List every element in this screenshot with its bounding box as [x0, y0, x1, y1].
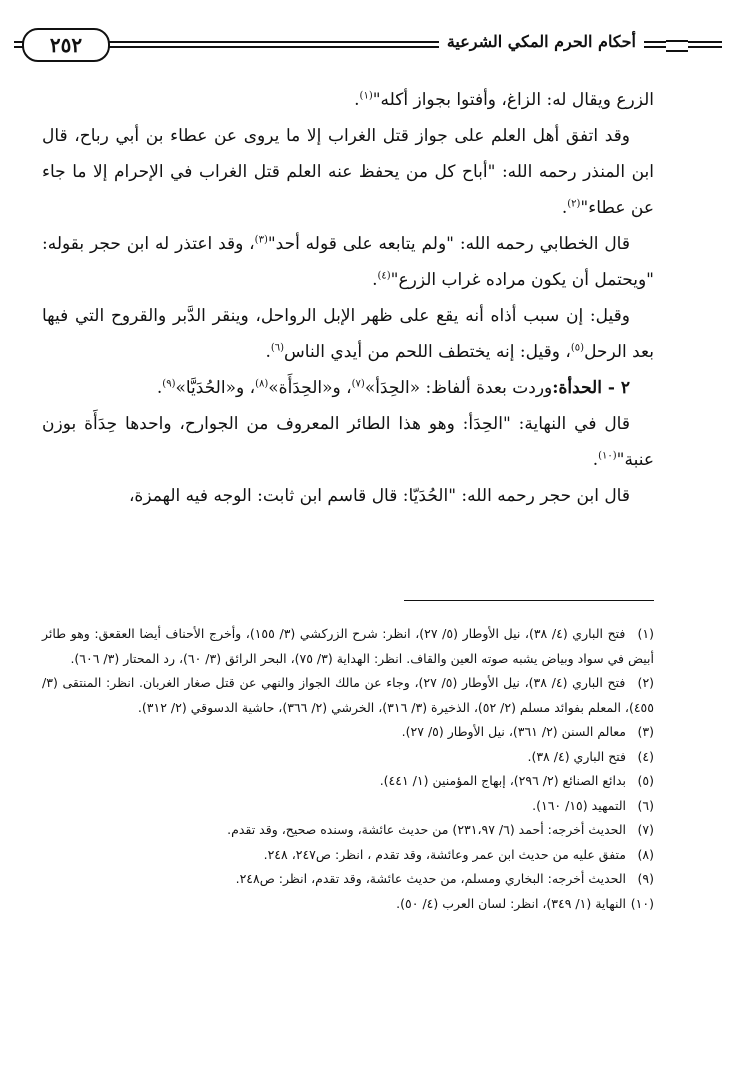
footnote-text: معالم السنن (٢/ ٣٦١)، نيل الأوطار (٥/ ٢٧). — [401, 724, 627, 739]
paragraph-6: قال في النهاية: "الحِدَأ: وهو هذا الطائر المعروف من الجوارح، واحدها حِدَأَة بوزن عنبة"$^{(١٠)}$. — [42, 414, 654, 470]
footnote — [42, 671, 654, 720]
paragraph-7 — [42, 478, 654, 514]
footnote-number: (٩) — [637, 871, 654, 886]
footnote — [42, 843, 654, 868]
footnote-number: (٢) — [637, 675, 655, 690]
footnote — [42, 867, 654, 892]
footnote-ref-2: (٢) — [567, 198, 581, 210]
paragraph-5-mid: ، و«الحِدَأَة» — [268, 378, 352, 398]
footnote-ref-9: (٩) — [162, 378, 176, 390]
paragraph-4-text-b: ، وقيل: إنه يختطف اللحم من أيدي الناس — [284, 342, 571, 362]
paragraph-2: وقد اتفق أهل العلم على جواز قتل الغراب إلا ما يروى عن عطاء بن أبي رباح، قال ابن المنذر رحمه الله: "أباح كل من يحفظ عنه العلم قتل الغراب في الإحرام إلا ما جاء عن عطاء"$^{(٢)}$. — [42, 126, 654, 218]
footnote-ref-1: (١) — [359, 90, 373, 102]
paragraph-5-end: ، و«الحُدَيَّا» — [175, 378, 256, 398]
footnote-text: بدائع الصنائع (٢/ ٢٩٦)، إبهاج المؤمنين (١/ ٤٤١). — [379, 773, 627, 788]
footnote-number: (٦) — [637, 797, 654, 813]
footnote-number: (١) — [637, 626, 655, 641]
footnote-text: فتح الباري (٤/ ٣٨). — [527, 748, 627, 764]
footnote — [42, 794, 654, 819]
footnote-ref-3: (٣) — [254, 234, 268, 246]
footnote-text: الحديث أخرجه: البخاري ومسلم، من حديث عائشة، وقد تقدم، انظر: ص٢٤٨. — [235, 871, 627, 886]
book-title: أحكام الحرم المكي الشرعية — [439, 32, 644, 51]
paragraph-4: وقيل: إن سبب أذاه أنه يقع على ظهر الإبل الرواحل، وينقر الدَّبر والقروح التي فيها بعد الرحل$^{(٥)}$، وقيل: إنه يختطف اللحم من أيدي الناس$^{(٦)}$. — [42, 306, 654, 362]
section-heading: ٢ - الحدأة: — [552, 378, 630, 398]
paragraph-5-text: وردت بعدة ألفاظ: «الحِدَأ» — [364, 378, 553, 398]
footnote-number: (٧) — [637, 822, 654, 837]
paragraph-1: الزرع ويقال له: الزاغ، وأفتوا بجواز أكله"$^{(١)}$. — [354, 90, 654, 110]
paragraph-7-text: قال ابن حجر رحمه الله: "الحُدَيّا: قال قاسم ابن ثابت: الوجه فيه الهمزة، — [128, 486, 630, 506]
footnote-text: متفق عليه من حديث ابن عمر وعائشة، وقد تقدم ، انظر: ص٢٤٧، ٢٤٨. — [263, 846, 627, 862]
header-ornament-right — [666, 40, 688, 52]
footnote-ref-7: (٧) — [351, 378, 365, 390]
footnote-text: فتح الباري (٤/ ٣٨)، نيل الأوطار (٥/ ٢٧)، انظر: شرح الزركشي (٣/ ١٥٥)، وأخرج الأحناف أيضا العقعق: وهو طائر أبيض في سواد وبياض يشبه صوته العين والقاف. انظر: الهداية (٣/ ٧٥)، البحر الرائق (٣/ ٦٠)، رد المحتار (٣/ ٦٠٦). — [42, 626, 654, 666]
footnote-ref-10: (١٠) — [598, 450, 617, 462]
footnote — [42, 622, 654, 671]
footnote-number: (٤) — [637, 748, 654, 764]
paragraph-1-text: الزرع ويقال له: الزاغ، وأفتوا بجواز أكله" — [372, 90, 654, 110]
footnote — [42, 745, 654, 770]
paragraph-3: قال الخطابي رحمه الله: "ولم يتابعه على قوله أحد"$^{(٣)}$، وقد اعتذر له ابن حجر بقوله: "ويحتمل أن يكون مراده غراب الزرع"$^{(٤)}$. — [42, 234, 654, 290]
footnote-separator — [404, 600, 654, 601]
footnote — [42, 892, 654, 917]
footnote-ref-8: (٨) — [255, 378, 269, 390]
footnote-number: (٣) — [637, 724, 654, 739]
footnote-number: (٥) — [637, 773, 654, 788]
paragraph-5: ٢ - الحدأة:وردت بعدة ألفاظ: «الحِدَأ»$^{(٧)}$، و«الحِدَأَة»$^{(٨)}$، و«الحُدَيَّا»$^{(٩)}$. — [156, 378, 630, 398]
footnotes — [42, 622, 654, 916]
footnote-text: فتح الباري (٤/ ٣٨)، نيل الأوطار (٥/ ٢٧)، وجاء عن مالك الجواز والنهي عن قتل صغار الغربان. انظر: المنتقى (٣/ ٤٥٥)، المعلم بفوائد مسلم (٢/ ٥٢)، الذخيرة (٣/ ٣١٦)، الخرشي (٢/ ٣٦٦)، حاشية الدسوقي (٢/ ٣١٢). — [42, 675, 654, 715]
footnote-ref-6: (٦) — [270, 342, 285, 354]
footnote-text: النهاية (١/ ٣٤٩)، انظر: لسان العرب (٤/ ٥٠). — [396, 895, 627, 911]
footnote-ref-4: (٤) — [377, 270, 391, 282]
paragraph-3-text-a: قال الخطابي رحمه الله: "ولم يتابعه على قوله أحد" — [267, 234, 630, 254]
footnote — [42, 720, 654, 745]
footnote-text: التمهيد (١٥/ ١٦٠). — [532, 797, 627, 813]
footnote-ref-5: (٥) — [570, 342, 585, 354]
footnote — [42, 769, 654, 794]
paragraph-4-text-a: وقيل: إن سبب أذاه أنه يقع على ظهر الإبل الرواحل، وينقر الدَّبر والقروح التي فيها بعد الرحل — [42, 306, 654, 362]
footnote — [42, 818, 654, 843]
footnote-number: (١٠) — [630, 895, 654, 911]
footnote-number: (٨) — [637, 846, 654, 862]
running-header — [14, 28, 722, 68]
paragraph-2-text: وقد اتفق أهل العلم على جواز قتل الغراب إلا ما يروى عن عطاء بن أبي رباح، قال ابن المنذر رحمه الله: "أباح كل من يحفظ عنه العلم قتل الغراب في الإحرام إلا ما جاء عن عطاء" — [42, 126, 654, 218]
paragraph-3-text-b: ، وقد اعتذر له ابن حجر بقوله: "ويحتمل أن يكون مراده غراب الزرع" — [42, 234, 654, 290]
footnote-text: الحديث أخرجه: أحمد (٦/ ٢٣١،٩٧) من حديث عائشة، وسنده صحيح، وقد تقدم. — [227, 822, 627, 837]
page-number: ٢٥٢ — [22, 28, 110, 62]
paragraph-6-text: قال في النهاية: "الحِدَأ: وهو هذا الطائر المعروف من الجوارح، واحدها حِدَأَة بوزن عنبة" — [42, 414, 654, 470]
main-text — [42, 82, 654, 514]
